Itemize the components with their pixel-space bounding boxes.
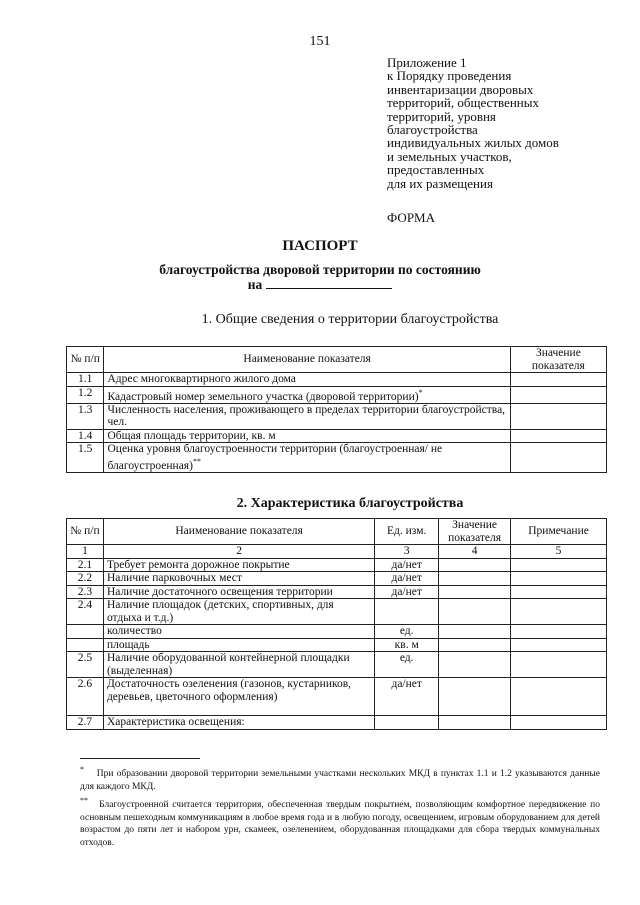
- value-cell[interactable]: [439, 652, 511, 678]
- characteristics-table: [66, 518, 607, 730]
- row-unit: кв. м: [375, 638, 439, 652]
- table-row: [67, 625, 607, 639]
- note-cell[interactable]: [511, 585, 607, 599]
- row-number: 1.1: [67, 373, 104, 387]
- footnote: [80, 795, 600, 849]
- value-cell[interactable]: [510, 386, 606, 403]
- value-cell[interactable]: [510, 373, 606, 387]
- row-name: Характеристика освещения:: [103, 716, 374, 730]
- col-header-number: № п/п: [67, 519, 104, 545]
- note-cell[interactable]: [511, 572, 607, 586]
- footnote-mark: **: [80, 796, 88, 806]
- row-unit: да/нет: [375, 585, 439, 599]
- date-blank-field[interactable]: [266, 278, 392, 289]
- form-label: ФОРМА: [387, 210, 435, 225]
- row-name: Общая площадь территории, кв. м: [104, 429, 510, 443]
- col-header-name: Наименование показателя: [103, 519, 374, 545]
- general-info-table: [66, 346, 607, 473]
- note-cell[interactable]: [511, 678, 607, 716]
- col-index: 4: [439, 545, 511, 559]
- table-row: [67, 443, 607, 473]
- footnote-divider: [80, 758, 200, 759]
- appendix-line: предоставленных: [387, 162, 485, 178]
- value-cell[interactable]: [510, 443, 606, 473]
- appendix-line: инвентаризации дворовых: [387, 81, 534, 97]
- note-cell[interactable]: [511, 558, 607, 572]
- table-row: [67, 585, 607, 599]
- appendix-line: Приложение 1: [387, 55, 467, 70]
- table-row: [67, 373, 607, 387]
- row-number: 1.3: [67, 403, 104, 429]
- value-cell[interactable]: [439, 558, 511, 572]
- footnote-text: При образовании дворовой территории земельными участками нескольких МКД в пунктах 1.1 и 1.2 указываются данные для каждого МКД.: [80, 769, 600, 792]
- row-number: 2.3: [67, 585, 104, 599]
- value-cell[interactable]: [439, 572, 511, 586]
- document-subtitle: [0, 262, 640, 292]
- row-name: Наличие достаточного освещения территории: [103, 585, 374, 599]
- row-unit: да/нет: [375, 558, 439, 572]
- table-row: [67, 638, 607, 652]
- table-row: [67, 558, 607, 572]
- table-row: [67, 678, 607, 716]
- footnote: [80, 764, 600, 793]
- row-number: 1.5: [67, 443, 104, 473]
- table-row: [67, 716, 607, 730]
- appendix-line: к Порядку проведения: [387, 68, 512, 84]
- subtitle-line-2: [0, 277, 640, 292]
- col-header-value: Значение показателя: [439, 519, 511, 545]
- value-cell[interactable]: [439, 716, 511, 730]
- note-cell[interactable]: [511, 599, 607, 625]
- col-header-unit: Ед. изм.: [375, 519, 439, 545]
- appendix-line: и земельных участков,: [387, 148, 512, 164]
- row-name: количество: [103, 625, 374, 639]
- appendix-line: территорий, уровня: [387, 108, 496, 124]
- row-number: [67, 638, 104, 652]
- row-unit: ед.: [375, 625, 439, 639]
- row-number: [67, 625, 104, 639]
- value-cell[interactable]: [439, 599, 511, 625]
- row-unit: ед.: [375, 652, 439, 678]
- row-name: Требует ремонта дорожное покрытие: [103, 558, 374, 572]
- document-title: ПАСПОРТ: [282, 238, 358, 254]
- appendix-line: для их размещения: [387, 175, 493, 191]
- table-row: [67, 652, 607, 678]
- row-name-cell: [104, 443, 510, 473]
- col-header-value: Значение показателя: [510, 347, 606, 373]
- table-row: [67, 429, 607, 443]
- note-cell[interactable]: [511, 638, 607, 652]
- note-cell[interactable]: [511, 652, 607, 678]
- section-2-title: 2. Характеристика благоустройства: [236, 496, 464, 511]
- row-name: Достаточность озеленения (газонов, кустарников, деревьев, цветочного оформления): [103, 678, 374, 716]
- footnote-text: Благоустроенной считается территория, обеспеченная твердым покрытием, позволяющим комфортное передвижение по основным пешеходным коммуникациям в любое время года и в любую погоду, освещением, игровым оборудованием для детей возрастом до пяти лет и набором урн, скамеек, озеленением, оборудованная площадками для сбора твердых коммунальных отходов.: [80, 800, 600, 848]
- footnotes: [80, 764, 600, 851]
- row-name: Наличие парковочных мест: [103, 572, 374, 586]
- row-number: 2.7: [67, 716, 104, 730]
- appendix-line: благоустройства: [387, 122, 478, 138]
- page-number: 151: [309, 34, 331, 49]
- row-name: Кадастровый номер земельного участка (дворовой территории): [107, 390, 419, 403]
- footnote-mark: *: [80, 765, 84, 774]
- note-cell[interactable]: [511, 625, 607, 639]
- value-cell[interactable]: [439, 678, 511, 716]
- col-index: 1: [67, 545, 104, 559]
- table-row: [67, 386, 607, 403]
- row-number: 1.2: [67, 386, 104, 403]
- row-number: 2.4: [67, 599, 104, 625]
- col-header-note: Примечание: [511, 519, 607, 545]
- col-index: 2: [103, 545, 374, 559]
- row-number: 2.5: [67, 652, 104, 678]
- subtitle-date-prefix: на: [247, 277, 263, 292]
- row-name: площадь: [103, 638, 374, 652]
- row-number: 2.2: [67, 572, 104, 586]
- footnote-mark: *: [418, 387, 423, 397]
- row-unit: да/нет: [375, 678, 439, 716]
- appendix-reference: [387, 56, 627, 190]
- col-index: 5: [511, 545, 607, 559]
- row-unit: да/нет: [375, 572, 439, 586]
- table-row: [67, 599, 607, 625]
- row-number: 2.1: [67, 558, 104, 572]
- row-number: 2.6: [67, 678, 104, 716]
- value-cell[interactable]: [510, 403, 606, 429]
- col-header-number: № п/п: [67, 347, 104, 373]
- row-name-cell: [104, 386, 510, 403]
- row-name: Наличие площадок (детских, спортивных, для отдыха и т.д.): [103, 599, 374, 625]
- table-row: [67, 403, 607, 429]
- row-number: 1.4: [67, 429, 104, 443]
- row-name: Наличие оборудованной контейнерной площадки (выделенная): [103, 652, 374, 678]
- table-row: [67, 572, 607, 586]
- value-cell[interactable]: [439, 625, 511, 639]
- value-cell[interactable]: [510, 429, 606, 443]
- row-name: Оценка уровня благоустроенности территории (благоустроенная/ не благоустроенная): [107, 443, 443, 472]
- col-header-name: Наименование показателя: [104, 347, 510, 373]
- footnote-mark: **: [192, 456, 201, 466]
- row-name: Численность населения, проживающего в пределах территории благоустройства, чел.: [104, 403, 510, 429]
- row-unit: [375, 716, 439, 730]
- section-1-title: 1. Общие сведения о территории благоустройства: [201, 312, 499, 327]
- col-index: 3: [375, 545, 439, 559]
- row-unit: [375, 599, 439, 625]
- appendix-line: индивидуальных жилых домов: [387, 135, 559, 151]
- note-cell[interactable]: [511, 716, 607, 730]
- appendix-line: территорий, общественных: [387, 95, 539, 111]
- row-name: Адрес многоквартирного жилого дома: [104, 373, 510, 387]
- subtitle-line-1: благоустройства дворовой территории по состоянию: [159, 262, 481, 277]
- value-cell[interactable]: [439, 638, 511, 652]
- value-cell[interactable]: [439, 585, 511, 599]
